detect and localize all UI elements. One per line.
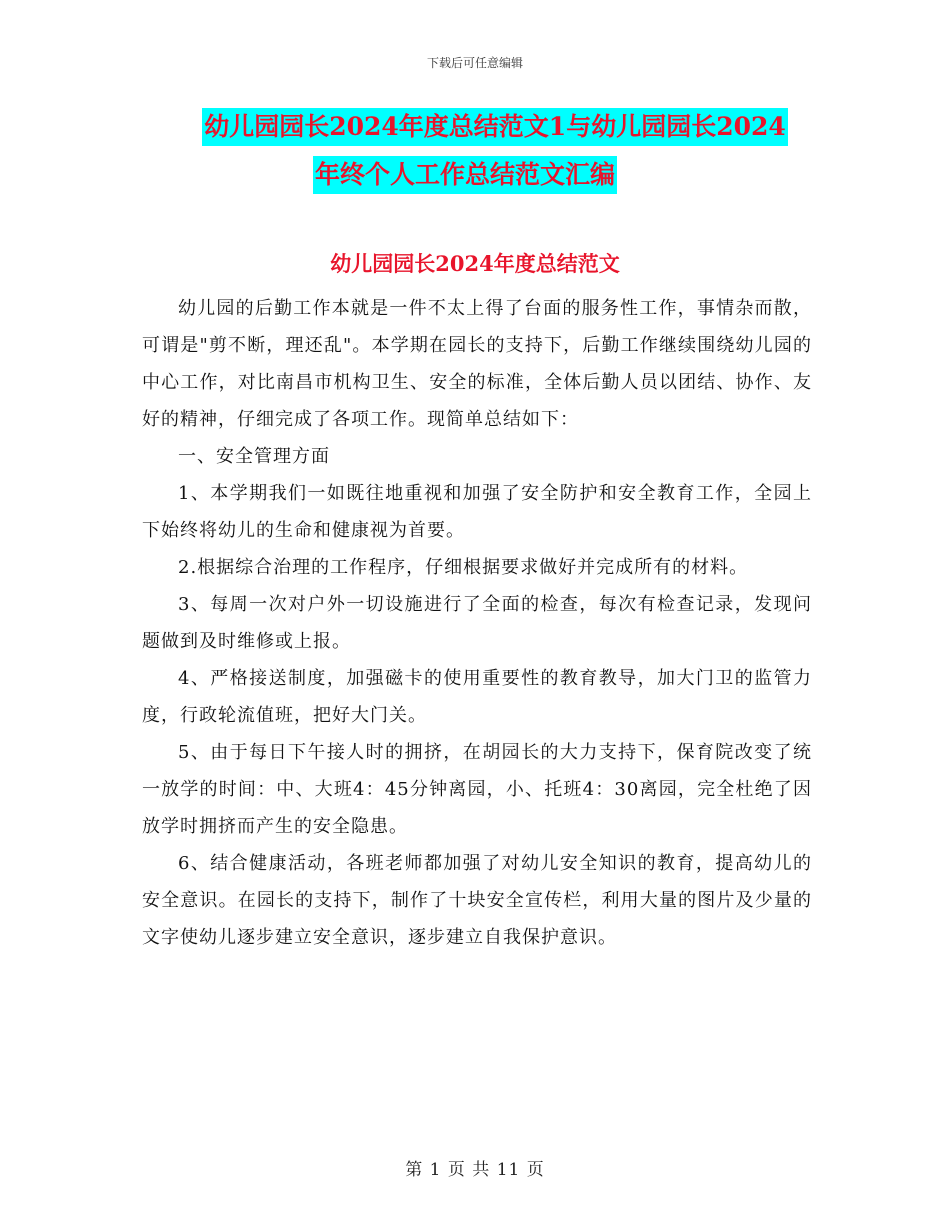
paragraph-item-2: 2.根据综合治理的工作程序，仔细根据要求做好并完成所有的材料。 — [178, 557, 749, 578]
paragraph-item-3: 3、每周一次对户外一切设施进行了全面的检查，每次有检查记录，发现问题做到及时维修或上报。 — [142, 594, 812, 652]
title-line-2: 年终个人工作总结范文汇编 — [313, 156, 617, 194]
paragraph-item-4: 4、严格接送制度，加强磁卡的使用重要性的教育教导，加大门卫的监管力度，行政轮流值班，把好大门关。 — [142, 668, 812, 726]
paragraph-intro: 幼儿园的后勤工作本就是一件不太上得了台面的服务性工作，事情杂而散，可谓是"剪不断，理还乱"。本学期在园长的支持下，后勤工作继续围绕幼儿园的中心工作，对比南昌市机构卫生、安全的标准，全体后勤人员以团结、协作、友好的精神，仔细完成了各项工作。现简单总结如下： — [142, 298, 812, 430]
body-text — [142, 290, 812, 956]
page-header-note: 下载后可任意编辑 — [426, 56, 523, 70]
paragraph-section-heading: 一、安全管理方面 — [178, 446, 330, 467]
paragraph-item-1: 1、本学期我们一如既往地重视和加强了安全防护和安全教育工作，全园上下始终将幼儿的生命和健康视为首要。 — [142, 483, 812, 541]
page-footer: 第 1 页 共 11 页 — [405, 1160, 545, 1180]
paragraph-item-5: 5、由于每日下午接人时的拥挤，在胡园长的大力支持下，保育院改变了统一放学的时间：中、大班4：45分钟离园，小、托班4：30离园，完全杜绝了因放学时拥挤而产生的安全隐患。 — [142, 742, 812, 837]
title-line-1: 幼儿园园长2024年度总结范文1与幼儿园园长2024 — [202, 108, 788, 146]
paragraph-item-6: 6、结合健康活动，各班老师都加强了对幼儿安全知识的教育，提高幼儿的安全意识。在园长的支持下，制作了十块安全宣传栏，利用大量的图片及少量的文字使幼儿逐步建立安全意识，逐步建立自我保护意识。 — [142, 853, 812, 948]
document-title — [0, 108, 950, 194]
section-heading: 幼儿园园长2024年度总结范文 — [330, 251, 620, 276]
